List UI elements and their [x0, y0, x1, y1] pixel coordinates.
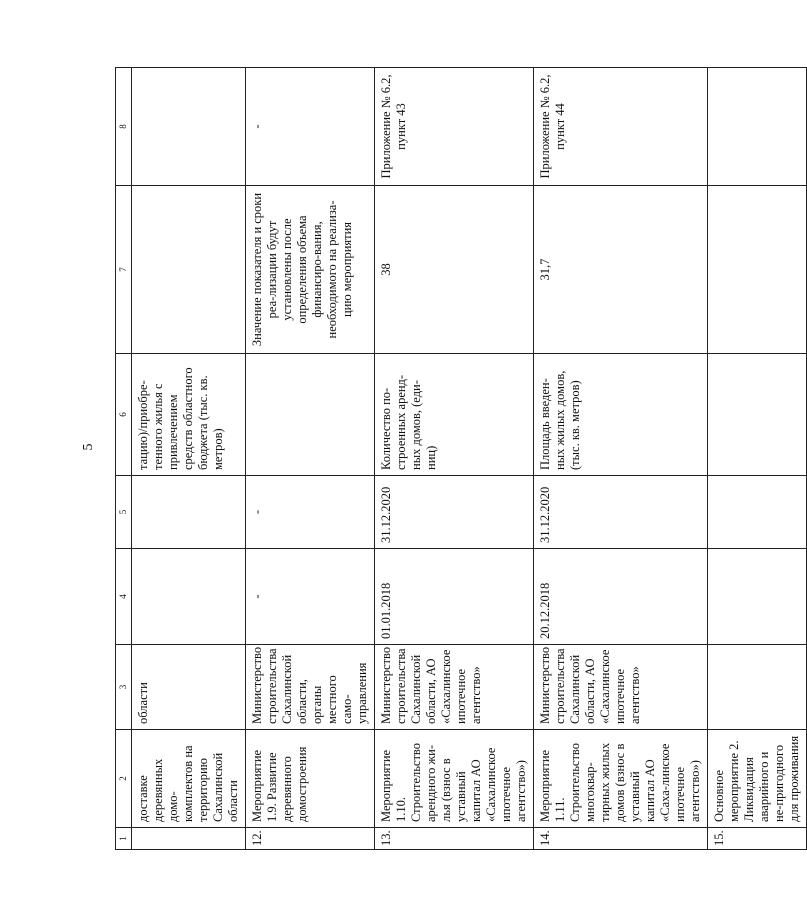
- reference: Приложение № 6.2, пункт 43: [375, 68, 534, 186]
- start-date: [132, 549, 246, 645]
- indicator: [246, 354, 375, 476]
- page-number: 5: [81, 443, 96, 451]
- indicator-value: [708, 186, 807, 354]
- row-number: 14.: [534, 828, 708, 850]
- table-row: [534, 68, 708, 850]
- header-col-3: 3: [116, 645, 132, 730]
- start-date: -: [246, 549, 375, 645]
- measure-name: доставке деревянных домо-комплектов на территорию Сахалинской области: [132, 730, 246, 828]
- rotated-table-container: [115, 68, 801, 850]
- end-date: -: [246, 476, 375, 549]
- indicator: [708, 354, 807, 476]
- start-date: 20.12.2018: [534, 549, 708, 645]
- table-row: [246, 68, 375, 850]
- header-col-4: 4: [116, 549, 132, 645]
- indicator: Площадь введен-ных жилых домов, (тыс. кв. метров): [534, 354, 708, 476]
- header-col-7: 7: [116, 186, 132, 354]
- header-col-5: 5: [116, 476, 132, 549]
- indicator-value: 31,7: [534, 186, 708, 354]
- indicator-value: Значение показателя и сроки реа-лизации будут установлены после определения объема финансиро-вания, необходимого на реализа-цию мероприятия: [246, 186, 375, 354]
- indicator-value: 38: [375, 186, 534, 354]
- table-row: [708, 68, 807, 850]
- header-col-8: 8: [116, 68, 132, 186]
- start-date: 01.01.2018: [375, 549, 534, 645]
- measure-name: Мероприятие 1.11. Строительство многоквар-тирных жилых домов (взнос в уставный капитал АО «Саха-линское ипотечное агентство»): [534, 730, 708, 828]
- executor: области: [132, 645, 246, 730]
- row-number: 12.: [246, 828, 375, 850]
- header-col-1: 1: [116, 828, 132, 850]
- row-number: 13.: [375, 828, 534, 850]
- table-row: [375, 68, 534, 850]
- end-date: [708, 476, 807, 549]
- table-row: [132, 68, 246, 850]
- reference: -: [246, 68, 375, 186]
- executor: Министерство строительства Сахалинской области, АО «Сахалинское ипотечное агентство»: [534, 645, 708, 730]
- end-date: [132, 476, 246, 549]
- measure-name: Мероприятие 1.10. Строительство арендного жи-лья (взнос в уставный капитал АО «Сахалинское ипотечное агентство»): [375, 730, 534, 828]
- indicator: Количество по-строенных аренд-ных домов, (еди-ниц): [375, 354, 534, 476]
- start-date: [708, 549, 807, 645]
- row-number: 15.: [708, 828, 807, 850]
- end-date: 31.12.2020: [534, 476, 708, 549]
- header-col-2: 2: [116, 730, 132, 828]
- executor: Министерство строительства Сахалинской области, АО «Сахалинское ипотечное агентство»: [375, 645, 534, 730]
- program-table: [115, 67, 807, 850]
- measure-name: Мероприятие 1.9. Развитие деревянного домостроения: [246, 730, 375, 828]
- measure-name: Основное мероприятие 2. Ликвидация аварийного и не-пригодного для проживания: [708, 730, 807, 828]
- row-number: [132, 828, 246, 850]
- header-col-6: 6: [116, 354, 132, 476]
- executor: Министерство строительства Сахалинской области, органы местного само-управления: [246, 645, 375, 730]
- end-date: 31.12.2020: [375, 476, 534, 549]
- executor: [708, 645, 807, 730]
- reference: Приложение № 6.2, пункт 44: [534, 68, 708, 186]
- indicator-value: [132, 186, 246, 354]
- indicator: тацию)/приобре-тенного жилья с привлечением средств областного бюджета (тыс. кв. метров): [132, 354, 246, 476]
- reference: [132, 68, 246, 186]
- header-row: [116, 68, 132, 850]
- reference: [708, 68, 807, 186]
